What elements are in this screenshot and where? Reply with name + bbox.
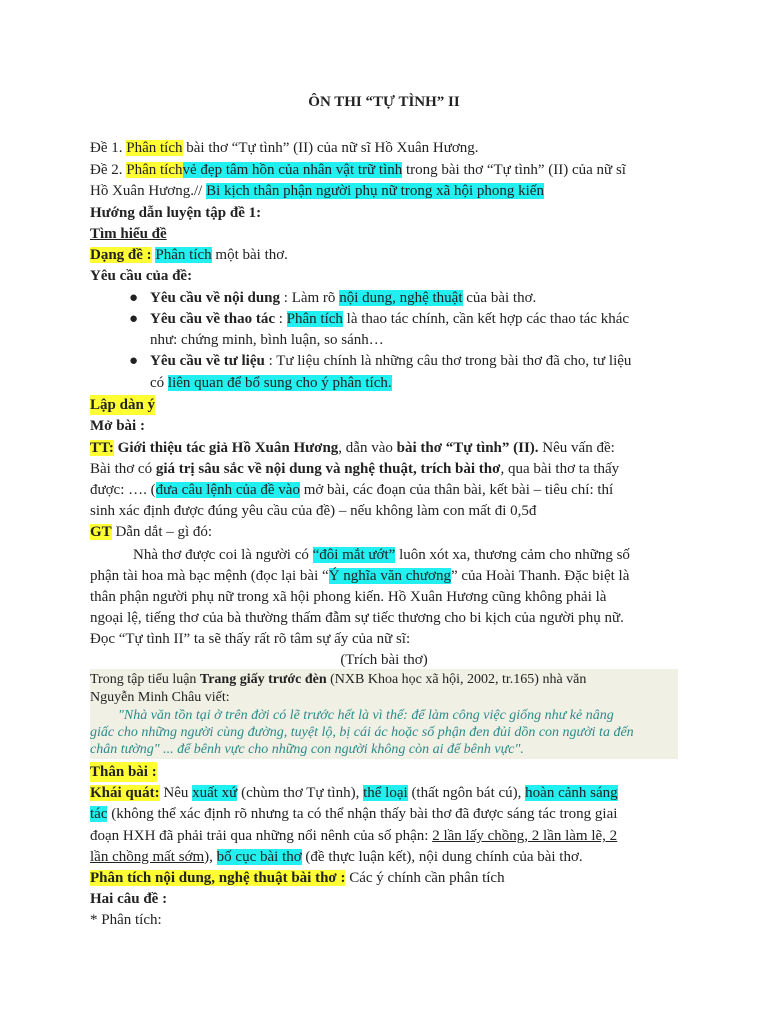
- dang-de: Dạng đề : Phân tích một bài thơ.: [90, 247, 288, 263]
- phan-tich-noi-dung: Phân tích nội dung, nghệ thuật bài thơ : Các ý chính cần phân tích: [90, 870, 505, 886]
- para-line1: Nhà thơ được coi là người có “đôi mắt ướt” luôn xót xa, thương cảm cho những số: [133, 547, 630, 563]
- khai-quat-line4: lần chồng mất sớm), bố cục bài thơ (đề thực luận kết), nội dung chính của bài thơ.: [90, 849, 583, 865]
- bullet-thao-tac-line2: như: chứng minh, bình luận, so sánh…: [150, 332, 384, 348]
- bullet-icon: ●: [129, 290, 139, 306]
- gt-line: GT Dẫn dắt – gì đó:: [90, 524, 213, 540]
- para-line2: phận tài hoa mà bạc mệnh (đọc lại bài “Ý nghĩa văn chương” của Hoài Thanh. Đặc biệt là: [90, 568, 630, 584]
- bullet-thao-tac: Yêu cầu về thao tác : Phân tích là thao tác chính, cần kết hợp các thao tác khác: [150, 311, 630, 327]
- quote-text: chân tường" ... để bênh vực cho những con người không còn ai để bênh vực".: [90, 742, 524, 757]
- quote-line2: Nguyễn Minh Châu viết:: [90, 690, 230, 705]
- para-line4: ngoại lệ, tiếng thơ của bà thường thấm đẫm sự tiếc thương cho bi kịch của người phụ nữ.: [90, 610, 624, 626]
- quote-text: giấc cho những người cùng đường, tuyệt lộ, bị cái ác hoặc số phận đen đủi dồn con người ta đến: [90, 725, 634, 740]
- mo-bai-heading: Mở bài :: [90, 418, 145, 434]
- quote-line1: Trong tập tiểu luận Trang giấy trước đèn (NXB Khoa học xã hội, 2002, tr.165) nhà văn: [90, 672, 587, 687]
- huong-dan-heading: Hướng dẫn luyện tập đề 1:: [90, 205, 262, 221]
- hai-cau-de-heading: Hai câu đề :: [90, 891, 168, 907]
- khai-quat-line1: Khái quát: Nêu xuất xứ (chùm thơ Tự tình), thể loại (thất ngôn bát cú), hoàn cảnh sáng: [90, 785, 618, 801]
- de-2-line2: Hồ Xuân Hương.// Bi kịch thân phận người phụ nữ trong xã hội phong kiến: [90, 183, 544, 199]
- bullet-tu-lieu: Yêu cầu về tư liệu : Tư liệu chính là những câu thơ trong bài thơ đã cho, tư liệu: [150, 353, 632, 369]
- highlight: Phân tích: [126, 162, 183, 178]
- lap-dan-y-heading: Lập dàn ý: [90, 397, 156, 413]
- than-bai-heading: Thân bài :: [90, 764, 157, 780]
- khai-quat-line2: tác (không thể xác định rõ nhưng ta có thể nhận thấy bài thơ đã được sáng tác trong giai: [90, 806, 618, 822]
- bullet-icon: ●: [129, 311, 139, 327]
- yeu-cau-heading: Yêu cầu của đề:: [90, 268, 193, 284]
- khai-quat-line3: đoạn HXH đã phải trải qua những nổi nênh của số phận: 2 lần lấy chồng, 2 lần làm lẽ, 2: [90, 828, 618, 844]
- highlight: vẻ đẹp tâm hồn của nhân vật trữ tình: [182, 162, 403, 178]
- trich-bai-tho: (Trích bài thơ): [340, 652, 428, 668]
- de-2: Đề 2. Phân tíchvẻ đẹp tâm hồn của nhân vật trữ tình trong bài thơ “Tự tình” (II) của nữ sĩ: [90, 162, 626, 178]
- highlight: Bi kịch thân phận người phụ nữ trong xã hội phong kiến: [206, 183, 544, 199]
- bullet-noi-dung: Yêu cầu về nội dung : Làm rõ nội dung, nghệ thuật của bài thơ.: [150, 290, 537, 306]
- quote-text: "Nhà văn tồn tại ở trên đời có lẽ trước hết là vì thế: để làm công việc giống như kẻ nâng: [118, 708, 614, 723]
- tt-line1: TT: Giới thiệu tác giả Hồ Xuân Hương, dẫn vào bài thơ “Tự tình” (II). Nêu vấn đề:: [90, 440, 615, 456]
- para-line3: thân phận người phụ nữ trong xã hội phong kiến. Hồ Xuân Hương cũng không phải là: [90, 589, 607, 605]
- bullet-tu-lieu-line2: có liên quan để bổ sung cho ý phân tích.: [150, 375, 392, 391]
- highlight: Phân tích: [126, 140, 183, 156]
- tt-line4: sinh xác định được đúng yêu cầu của đề) – nếu không làm con mất đi 0,5đ: [90, 503, 537, 519]
- bullet-icon: ●: [129, 353, 139, 369]
- quote-box: [90, 669, 678, 759]
- tim-hieu-heading: Tìm hiểu đề: [90, 226, 167, 242]
- tt-line3: được: …. (đưa câu lệnh của đề vào mở bài, các đoạn của thân bài, kết bài – tiêu chí: thí: [90, 482, 614, 498]
- de-1: Đề 1. Phân tích bài thơ “Tự tình” (II) của nữ sĩ Hồ Xuân Hương.: [90, 140, 479, 156]
- tt-line2: Bài thơ có giá trị sâu sắc về nội dung và nghệ thuật, trích bài thơ, qua bài thơ ta thấy: [90, 461, 620, 477]
- page-title: ÔN THI “TỰ TÌNH” II: [308, 94, 460, 110]
- phan-tich-label: * Phân tích:: [90, 912, 162, 928]
- para-line5: Đọc “Tự tình II” ta sẽ thấy rất rõ tâm sự ấy của nữ sĩ:: [90, 631, 411, 647]
